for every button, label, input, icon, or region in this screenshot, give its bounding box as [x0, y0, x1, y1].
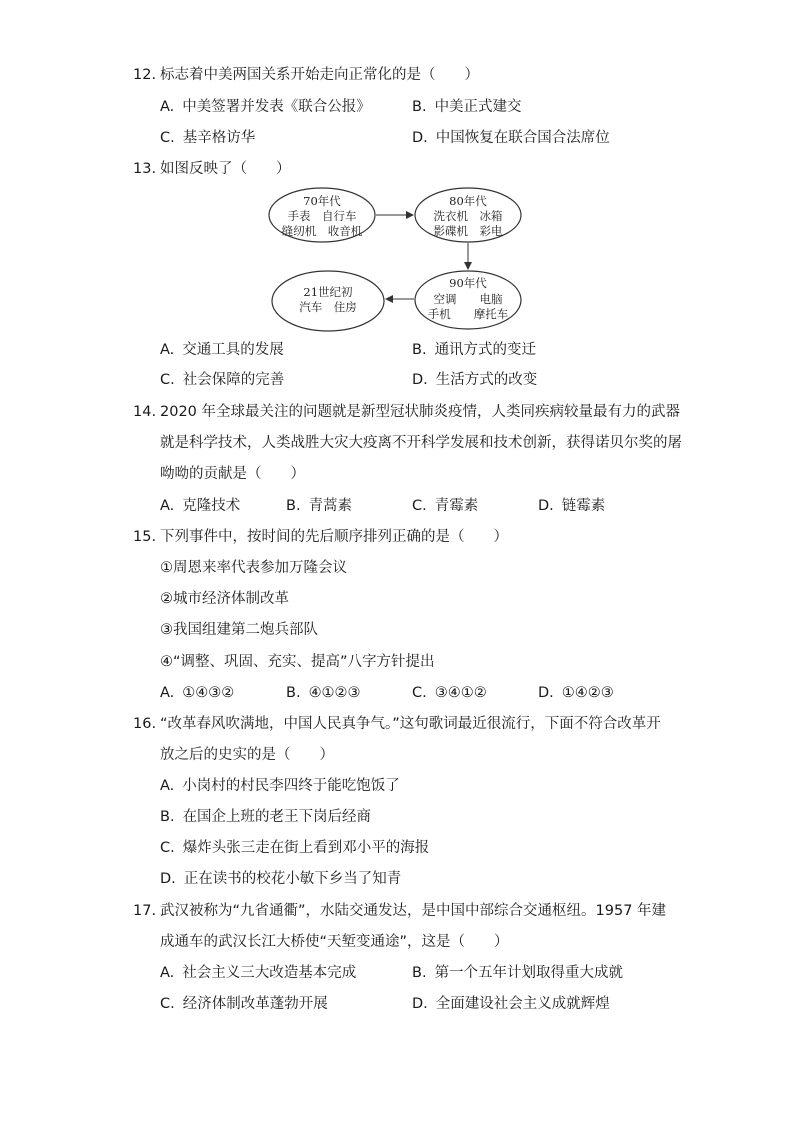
node-90s-title: 90年代 — [449, 276, 487, 290]
question-stem: 如图反映了（ ） — [160, 161, 291, 177]
option-text: 小岗村的村民李四终于能吃饱饭了 — [182, 778, 400, 794]
option-text: 社会保障的完善 — [182, 372, 285, 388]
question-number: 12. — [133, 67, 157, 83]
option-label: D. — [538, 498, 554, 514]
option-label: C. — [412, 685, 427, 701]
option-label: B. — [412, 965, 427, 981]
option-label: A. — [160, 99, 175, 115]
question-number: 16. — [133, 716, 157, 732]
question-stem-line1: 武汉被称为“九省通衢”，水陆交通发达，是中国中部综合交通枢纽。1957 年建 — [160, 903, 667, 919]
option-label: D. — [538, 685, 554, 701]
option-text: 中国恢复在联合国合法席位 — [435, 130, 610, 146]
option-text: 在国企上班的老王下岗后经商 — [182, 809, 372, 825]
option-text: 链霉素 — [561, 498, 606, 514]
event-item-3: ③我国组建第二炮兵部队 — [160, 622, 318, 638]
option-text: ④①②③ — [308, 685, 361, 701]
option-d[interactable] — [412, 129, 610, 147]
option-text: 经济体制改革蓬勃开展 — [182, 996, 328, 1012]
option-a[interactable] — [160, 964, 356, 982]
option-text: 全面建设社会主义成就辉煌 — [435, 996, 610, 1012]
option-text: 青蒿素 — [308, 498, 353, 514]
option-text: 生活方式的改变 — [435, 372, 538, 388]
option-label: A. — [160, 778, 175, 794]
option-text: ①④③② — [182, 685, 235, 701]
option-label: C. — [160, 130, 175, 146]
option-d[interactable] — [160, 870, 401, 888]
option-text: 基辛格访华 — [182, 130, 256, 146]
question-stem-line2: 放之后的史实的是（ ） — [160, 747, 334, 763]
node-70s-title: 70年代 — [303, 194, 341, 208]
option-text: 青霉素 — [434, 498, 479, 514]
option-label: D. — [412, 372, 428, 388]
option-a[interactable] — [160, 777, 400, 795]
option-label: A. — [160, 685, 175, 701]
option-label: C. — [160, 840, 175, 856]
option-d[interactable] — [412, 995, 610, 1013]
option-text: 中美签署并发表《联合公报》 — [182, 99, 371, 115]
option-c[interactable] — [160, 839, 429, 857]
node-70s-line1: 手表 自行车 — [287, 209, 357, 223]
option-text: ③④①② — [434, 685, 487, 701]
option-d[interactable] — [412, 371, 537, 389]
option-text: 通讯方式的变迁 — [434, 342, 537, 358]
node-90s-line2: 手机 摩托车 — [427, 307, 509, 321]
option-label: A. — [160, 342, 175, 358]
option-label: C. — [412, 498, 427, 514]
question-stem: 下列事件中，按时间的先后顺序排列正确的是（ ） — [160, 529, 508, 545]
option-text: 第一个五年计划取得重大成就 — [434, 965, 624, 981]
question-number: 13. — [133, 161, 157, 177]
option-text: 交通工具的发展 — [182, 342, 284, 358]
option-a[interactable] — [160, 98, 371, 116]
question-number: 15. — [133, 529, 157, 545]
node-21c-title: 21世纪初 — [303, 285, 353, 299]
question-stem-line3: 呦呦的贡献是（ ） — [160, 466, 305, 482]
question-number: 17. — [133, 903, 157, 919]
option-b[interactable] — [160, 808, 371, 826]
question-stem-line2: 成通车的武汉长江大桥使“天堑变通途”，这是（ ） — [160, 934, 509, 950]
option-b[interactable] — [412, 341, 536, 359]
question-stem: 标志着中美两国关系开始走向正常化的是（ ） — [160, 67, 479, 83]
question-stem-line1: 2020 年全球最关注的问题就是新型冠状肺炎疫情，人类同疾病较量最有力的武器 — [160, 404, 681, 420]
question-stem-line1: “改革春风吹满地，中国人民真争气。”这句歌词最近很流行，下面不符合改革开 — [160, 716, 661, 732]
node-80s-line2: 影碟机 彩电 — [433, 224, 503, 238]
option-a[interactable] — [160, 341, 284, 359]
option-b[interactable] — [286, 684, 361, 702]
option-label: B. — [412, 99, 427, 115]
event-item-4: ④“调整、巩固、充实、提高”八字方针提出 — [160, 654, 435, 670]
option-d[interactable] — [538, 497, 605, 515]
option-label: A. — [160, 965, 175, 981]
lifestyle-diagram — [262, 183, 532, 343]
option-c[interactable] — [412, 684, 487, 702]
option-label: B. — [412, 342, 427, 358]
option-text: ①④②③ — [561, 685, 614, 701]
option-label: B. — [286, 685, 301, 701]
option-label: D. — [160, 871, 176, 887]
option-b[interactable] — [412, 964, 623, 982]
question-stem-line2: 就是科学技术，人类战胜大灾大疫离不开科学发展和技术创新，获得诺贝尔奖的屠 — [160, 435, 682, 451]
option-label: B. — [286, 498, 301, 514]
option-c[interactable] — [160, 371, 284, 389]
event-item-2: ②城市经济体制改革 — [160, 591, 289, 607]
node-80s-line1: 洗衣机 冰箱 — [433, 209, 503, 223]
option-c[interactable] — [412, 497, 478, 515]
option-label: D. — [412, 130, 428, 146]
option-label: A. — [160, 498, 175, 514]
event-item-1: ①周恩来率代表参加万隆会议 — [160, 560, 347, 576]
option-a[interactable] — [160, 497, 240, 515]
option-label: B. — [160, 809, 175, 825]
node-90s-line1: 空调 电脑 — [433, 292, 503, 306]
option-c[interactable] — [160, 129, 255, 147]
question-number: 14. — [133, 404, 157, 420]
option-c[interactable] — [160, 995, 328, 1013]
option-d[interactable] — [538, 684, 614, 702]
option-label: C. — [160, 372, 175, 388]
option-label: D. — [412, 996, 428, 1012]
option-label: C. — [160, 996, 175, 1012]
node-70s-line2: 缝纫机 收音机 — [281, 224, 363, 238]
option-text: 正在读书的校花小敏下乡当了知青 — [183, 871, 402, 887]
option-text: 中美正式建交 — [434, 99, 522, 115]
node-80s-title: 80年代 — [449, 194, 487, 208]
option-b[interactable] — [412, 98, 522, 116]
option-a[interactable] — [160, 684, 234, 702]
option-text: 克隆技术 — [182, 498, 241, 514]
option-text: 爆炸头张三走在街上看到邓小平的海报 — [182, 840, 430, 856]
option-b[interactable] — [286, 497, 352, 515]
option-text: 社会主义三大改造基本完成 — [182, 965, 357, 981]
node-21c-line1: 汽车 住房 — [299, 300, 357, 314]
